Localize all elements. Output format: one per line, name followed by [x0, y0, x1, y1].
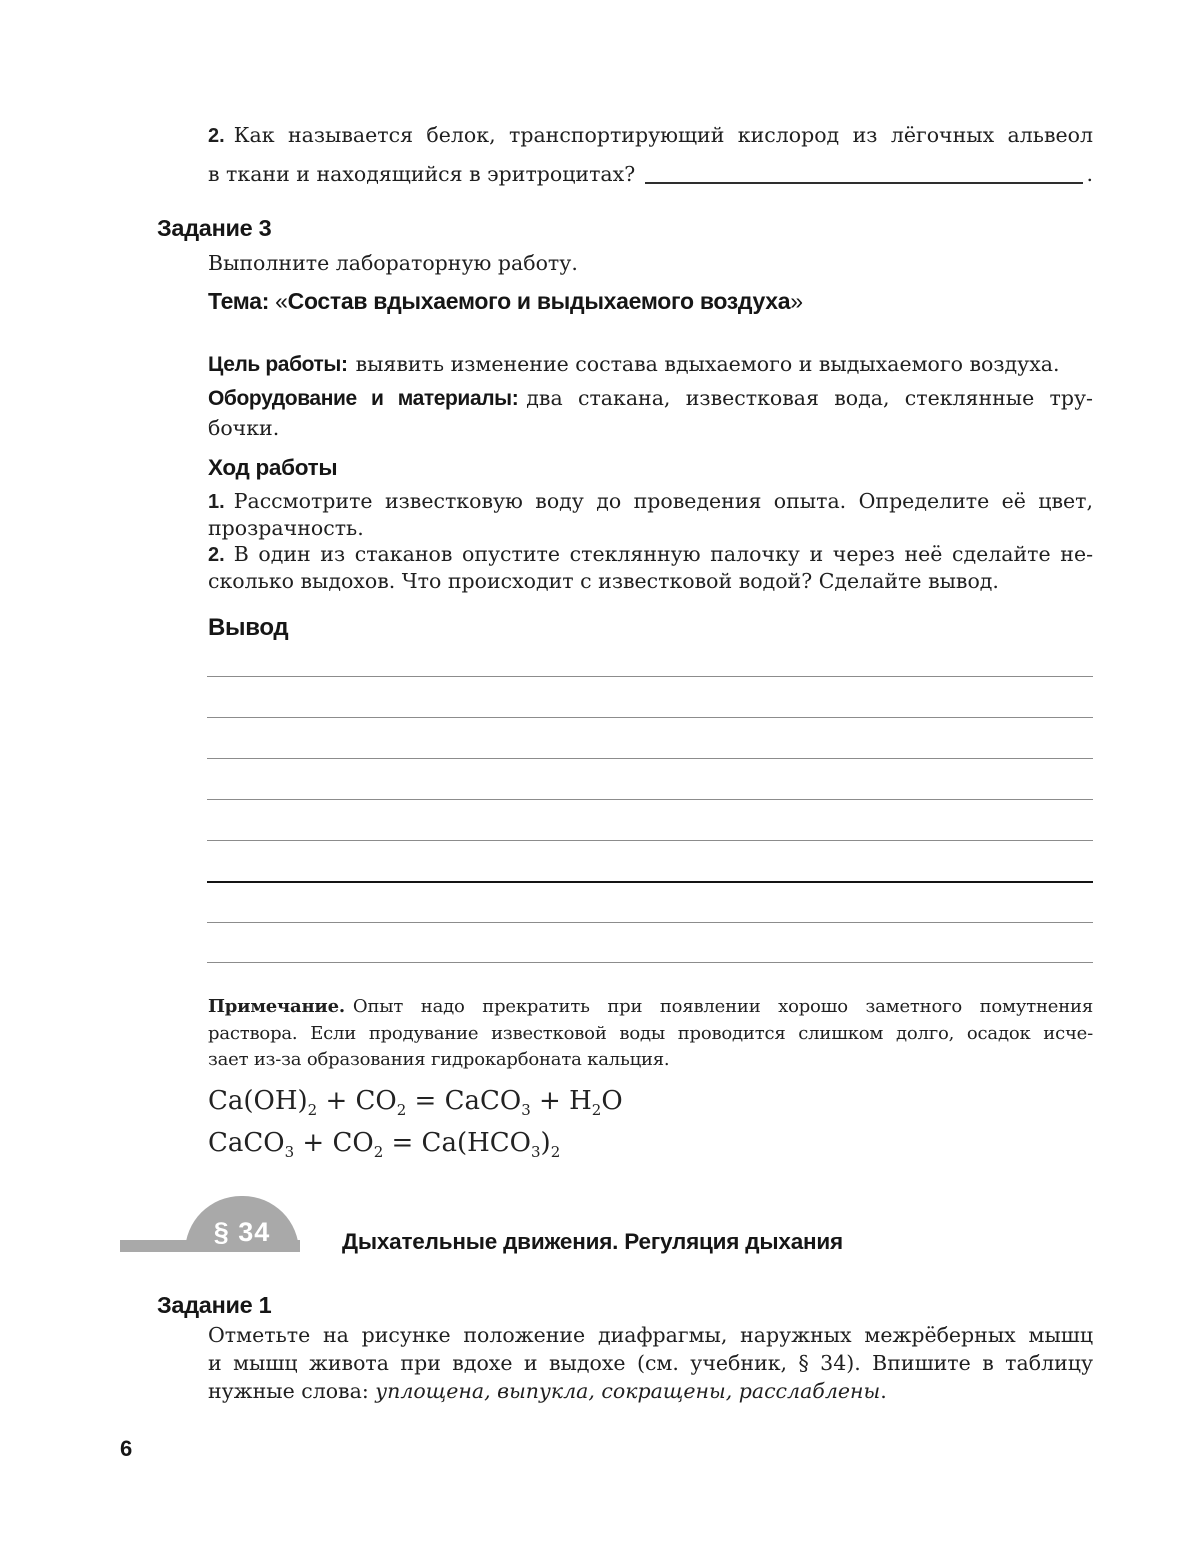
- answer-blank-underline: [645, 180, 1083, 184]
- equipment-text: два стакана, известковая вода, стеклянные тру-: [526, 386, 1093, 410]
- eq2-sub: 2: [373, 1143, 384, 1162]
- step2-line1: [208, 542, 1093, 568]
- task1-line1: Отметьте на рисунке положение диафрагмы, наружных межрёберных мышц: [208, 1323, 1093, 1347]
- eq1-part: + CO: [317, 1086, 397, 1116]
- eq1-sub: 2: [307, 1101, 318, 1120]
- theme-open-quote: «: [275, 288, 288, 314]
- eq1-sub: 3: [521, 1101, 531, 1120]
- eq1-sub: 2: [396, 1101, 407, 1120]
- question-2-text-cont: в ткани и находящийся в эритроцитах?: [208, 162, 636, 186]
- eq2-sub: 3: [284, 1143, 295, 1162]
- task1-line3-italic: уплощена, выпукла, сокращены, расслаблены: [375, 1379, 881, 1403]
- conclusion-heading: Вывод: [208, 614, 289, 641]
- eq1-part: = CaCO: [406, 1086, 522, 1116]
- answer-line: [207, 758, 1093, 759]
- answer-line: [207, 799, 1093, 800]
- task1-line3-normal: нужные слова:: [208, 1379, 369, 1403]
- step2-text: В один из стаканов опустите стеклянную палочку и через неё сделайте не-: [233, 542, 1093, 566]
- answer-line: [207, 962, 1093, 963]
- task1-line3-period: .: [880, 1379, 887, 1403]
- answer-line: [207, 676, 1093, 677]
- answer-line: [207, 922, 1093, 923]
- answer-line-dark: [207, 881, 1093, 883]
- page-number: 6: [120, 1436, 133, 1461]
- step1-number: 1.: [208, 491, 225, 513]
- equation-2: [208, 1128, 561, 1162]
- sentence-period: .: [1086, 162, 1093, 186]
- equipment-line2: бочки.: [208, 416, 280, 440]
- theme-title: Состав вдыхаемого и выдыхаемого воздуха: [287, 288, 791, 314]
- eq2-part: ): [540, 1128, 551, 1158]
- eq1-part: + H: [530, 1086, 592, 1116]
- note-label: Примечание.: [208, 996, 345, 1017]
- step2-line2: сколько выдохов. Что происходит с известковой водой? Сделайте вывод.: [208, 569, 999, 593]
- section-title: Дыхательные движения. Регуляция дыхания: [342, 1229, 843, 1254]
- theme-close-quote: »: [790, 288, 803, 314]
- note-line1: [208, 996, 1093, 1019]
- goal-text: выявить изменение состава вдыхаемого и выдыхаемого воздуха.: [355, 352, 1060, 376]
- task1-line2: и мышц живота при вдохе и выдохе (см. учебник, § 34). Впишите в таблицу: [208, 1351, 1093, 1375]
- task3-heading: Задание 3: [157, 215, 272, 241]
- question-2-line2: [208, 162, 1093, 188]
- eq2-part: CaCO: [208, 1128, 285, 1158]
- task3-intro: Выполните лабораторную работу.: [208, 251, 578, 275]
- equipment-line1: [208, 386, 1093, 412]
- theme-label: Тема:: [208, 288, 270, 314]
- eq1-part: Ca(OH): [208, 1086, 308, 1116]
- eq2-sub: 3: [530, 1143, 541, 1162]
- question-2-line1: [208, 123, 1093, 149]
- eq1-sub: 2: [591, 1101, 602, 1120]
- task3-theme-line: [208, 288, 803, 316]
- note-line2: раствора. Если продувание известковой воды проводится слишком долго, осадок исче-: [208, 1023, 1093, 1044]
- answer-line: [207, 840, 1093, 841]
- step1-line1: [208, 489, 1093, 515]
- section-number: § 34: [213, 1217, 271, 1247]
- note-text1: Опыт надо прекратить при появлении хорошо заметного помутнения: [352, 996, 1093, 1017]
- task1-line3: [208, 1379, 1093, 1405]
- step1-line2: прозрачность.: [208, 516, 364, 540]
- equation-1: [208, 1086, 623, 1120]
- goal-line: [208, 352, 1093, 378]
- question-2-text: Как называется белок, транспортирующий кислород из лёгочных альвеол: [233, 123, 1093, 147]
- task1-heading: Задание 1: [157, 1292, 272, 1318]
- eq1-part: O: [601, 1086, 623, 1116]
- eq2-sub: 2: [550, 1143, 561, 1162]
- question-2-number: 2.: [208, 125, 225, 147]
- goal-label: Цель работы:: [208, 353, 348, 376]
- eq2-part: = Ca(HCO: [383, 1128, 531, 1158]
- step1-text: Рассмотрите известковую воду до проведения опыта. Определите её цвет,: [233, 489, 1093, 513]
- section-badge-dome: [185, 1196, 299, 1252]
- note-line3: зает из-за образования гидрокарбоната кальция.: [208, 1049, 670, 1070]
- eq2-part: + CO: [294, 1128, 374, 1158]
- step2-number: 2.: [208, 544, 225, 566]
- procedure-heading: Ход работы: [208, 455, 338, 480]
- equipment-label: Оборудование и материалы:: [208, 387, 519, 410]
- answer-line: [207, 717, 1093, 718]
